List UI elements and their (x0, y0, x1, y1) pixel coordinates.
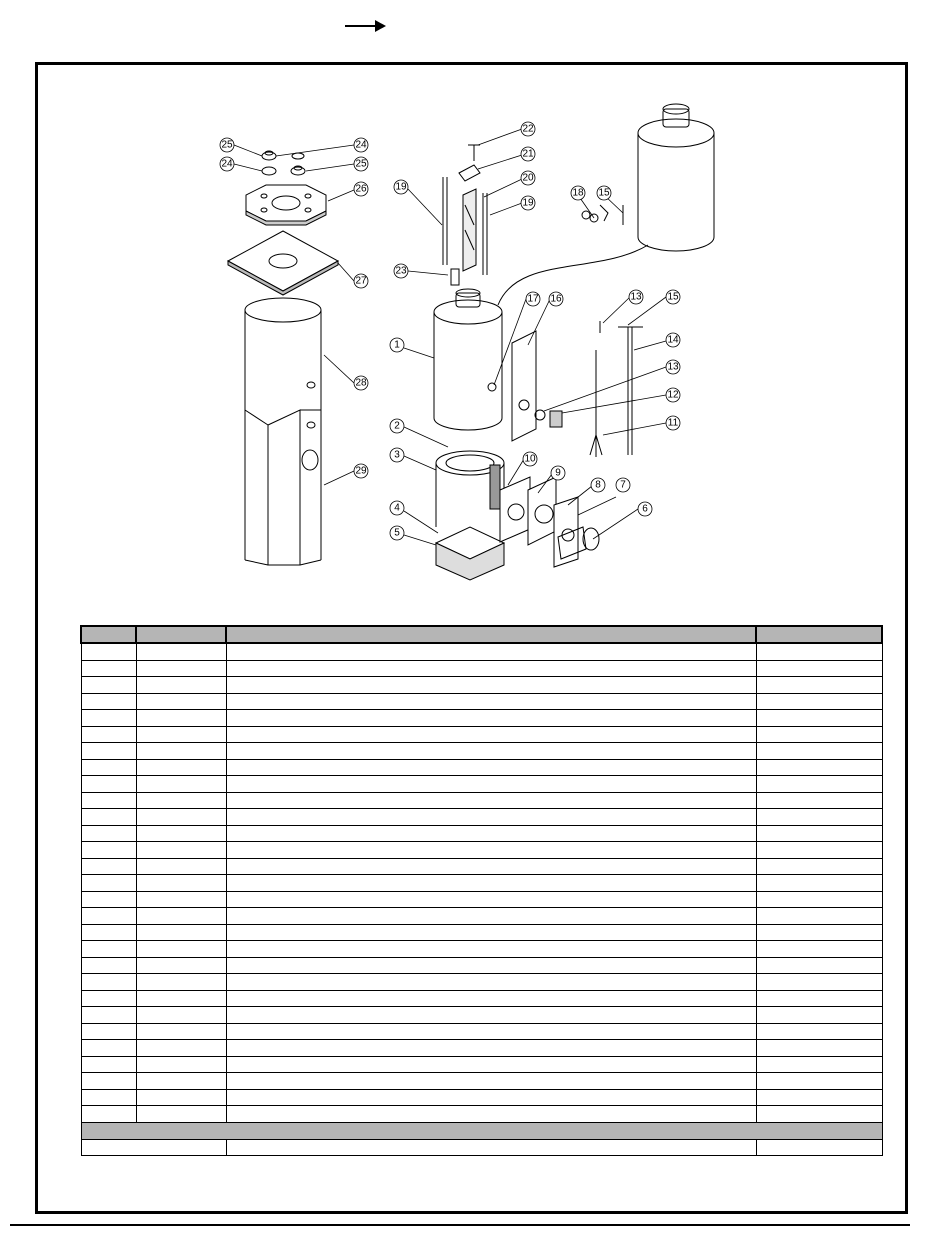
table-cell (226, 842, 756, 859)
table-cell (81, 990, 136, 1007)
drawing-frame (35, 62, 908, 1214)
table-cell (756, 743, 882, 760)
callout-18: 18 (572, 187, 584, 199)
exploded-parts-diagram (38, 65, 905, 615)
table-cell (136, 858, 226, 875)
table-cell (136, 908, 226, 925)
header-cell (226, 626, 756, 643)
table-cell (136, 776, 226, 793)
table-cell (136, 941, 226, 958)
table-row (81, 710, 882, 727)
callout-7: 7 (620, 479, 626, 491)
table-cell (136, 957, 226, 974)
callout-9: 9 (555, 467, 561, 479)
bottom-rule (10, 1224, 910, 1226)
callout-3: 3 (394, 449, 400, 461)
table-cell (81, 710, 136, 727)
table-cell (81, 957, 136, 974)
callout-22: 22 (522, 123, 534, 135)
table-cell (756, 1007, 882, 1024)
footer-cell (81, 1139, 226, 1156)
table-cell (226, 990, 756, 1007)
table-cell (226, 924, 756, 941)
table-cell (226, 693, 756, 710)
table-row (81, 776, 882, 793)
table-cell (136, 1007, 226, 1024)
table-cell (136, 677, 226, 694)
table-row (81, 1073, 882, 1090)
callout-25b: 25 (355, 158, 367, 170)
table-cell (81, 743, 136, 760)
table-cell (136, 726, 226, 743)
table-cell (81, 908, 136, 925)
table-cell (226, 974, 756, 991)
table-row (81, 693, 882, 710)
table-cell (81, 643, 136, 660)
table-cell (136, 792, 226, 809)
callout-8: 8 (595, 479, 601, 491)
table-cell (136, 1089, 226, 1106)
callout-20: 20 (522, 172, 534, 184)
table-cell (81, 809, 136, 826)
table-row (81, 759, 882, 776)
table-cell (756, 957, 882, 974)
table-row (81, 1023, 882, 1040)
table-cell (136, 643, 226, 660)
callout-26: 26 (355, 183, 367, 195)
table-cell (81, 1106, 136, 1123)
table-cell (81, 858, 136, 875)
table-cell (81, 1073, 136, 1090)
table-row (81, 908, 882, 925)
callout-4: 4 (394, 502, 400, 514)
table-cell (226, 941, 756, 958)
table-row (81, 941, 882, 958)
direction-arrow-icon (345, 16, 387, 36)
header-cell (756, 626, 882, 643)
table-row (81, 743, 882, 760)
table-row (81, 842, 882, 859)
header-cell (136, 626, 226, 643)
table-cell (81, 1007, 136, 1024)
table-cell (226, 677, 756, 694)
table-row (81, 660, 882, 677)
table-row (81, 924, 882, 941)
table-cell (136, 1106, 226, 1123)
table-cell (136, 660, 226, 677)
table-cell (226, 1073, 756, 1090)
table-row (81, 809, 882, 826)
table-cell (136, 924, 226, 941)
callout-25a: 25 (221, 139, 233, 151)
callout-23: 23 (395, 265, 407, 277)
callout-1: 1 (394, 339, 400, 351)
footer-cell (226, 1139, 756, 1156)
table-cell (81, 974, 136, 991)
table-row (81, 825, 882, 842)
table-cell (226, 875, 756, 892)
table-row (81, 1007, 882, 1024)
table-cell (226, 726, 756, 743)
table-cell (136, 842, 226, 859)
table-cell (136, 1040, 226, 1057)
table-row (81, 1089, 882, 1106)
table-row (81, 858, 882, 875)
table-cell (226, 1007, 756, 1024)
table-cell (756, 776, 882, 793)
callout-27: 27 (355, 275, 367, 287)
table-cell (756, 908, 882, 925)
table-cell (81, 726, 136, 743)
table-row (81, 792, 882, 809)
table-cell (226, 660, 756, 677)
table-cell (136, 693, 226, 710)
table-cell (756, 941, 882, 958)
table-cell (226, 891, 756, 908)
table-cell (756, 858, 882, 875)
table-row (81, 1106, 882, 1123)
table-row (81, 643, 882, 660)
table-cell (756, 875, 882, 892)
callout-29: 29 (355, 465, 367, 477)
table-cell (756, 842, 882, 859)
table-cell (756, 891, 882, 908)
table-row (81, 957, 882, 974)
table-cell (226, 957, 756, 974)
callout-19a: 19 (522, 197, 534, 209)
table-cell (136, 891, 226, 908)
table-cell (136, 759, 226, 776)
table-cell (136, 1023, 226, 1040)
table-cell (81, 660, 136, 677)
callout-14: 14 (667, 334, 679, 346)
table-cell (226, 710, 756, 727)
table-cell (81, 1023, 136, 1040)
table-cell (226, 759, 756, 776)
table-cell (81, 891, 136, 908)
table-cell (226, 1023, 756, 1040)
table-cell (756, 825, 882, 842)
table-cell (756, 759, 882, 776)
callout-16: 16 (550, 293, 562, 305)
table-cell (756, 792, 882, 809)
callout-24a: 24 (355, 139, 367, 151)
table-cell (226, 643, 756, 660)
callout-21: 21 (522, 148, 534, 160)
table-cell (226, 908, 756, 925)
table-cell (756, 1073, 882, 1090)
table-cell (81, 1056, 136, 1073)
table-cell (226, 1056, 756, 1073)
table-cell (136, 974, 226, 991)
table-cell (226, 858, 756, 875)
table-cell (81, 776, 136, 793)
table-cell (756, 1040, 882, 1057)
table-cell (136, 990, 226, 1007)
table-cell (756, 677, 882, 694)
table-cell (756, 974, 882, 991)
callout-12: 12 (667, 389, 679, 401)
table-cell (136, 743, 226, 760)
table-row (81, 891, 882, 908)
table-row (81, 1056, 882, 1073)
table-cell (81, 941, 136, 958)
table-cell (226, 743, 756, 760)
table-cell (136, 710, 226, 727)
callout-13a: 13 (667, 361, 679, 373)
table-cell (81, 693, 136, 710)
table-cell (81, 842, 136, 859)
table-row (81, 974, 882, 991)
table-row (81, 677, 882, 694)
table-cell (81, 825, 136, 842)
table-cell (81, 875, 136, 892)
callout-15a: 15 (667, 291, 679, 303)
table-cell (756, 693, 882, 710)
callout-11: 11 (667, 417, 679, 429)
table-cell (756, 924, 882, 941)
table-cell (756, 1023, 882, 1040)
callout-2: 2 (394, 420, 400, 432)
table-cell (226, 1089, 756, 1106)
callout-17: 17 (527, 293, 539, 305)
table-cell (226, 1040, 756, 1057)
callout-5: 5 (394, 527, 400, 539)
callout-10: 10 (524, 453, 536, 465)
callout-13b: 13 (630, 291, 642, 303)
callout-28: 28 (355, 377, 367, 389)
table-cell (81, 759, 136, 776)
table-cell (756, 726, 882, 743)
table-cell (81, 792, 136, 809)
table-cell (756, 1106, 882, 1123)
table-cell (136, 875, 226, 892)
table-cell (756, 1056, 882, 1073)
table-cell (226, 1106, 756, 1123)
table-cell (81, 1089, 136, 1106)
table-cell (81, 1040, 136, 1057)
table-cell (226, 809, 756, 826)
table-cell (756, 990, 882, 1007)
table-cell (136, 1056, 226, 1073)
table-cell (756, 710, 882, 727)
table-cell (226, 776, 756, 793)
table-footer-row (81, 1139, 882, 1156)
table-cell (81, 677, 136, 694)
table-row (81, 990, 882, 1007)
table-row (81, 875, 882, 892)
parts-list-table (80, 625, 883, 1156)
table-row (81, 1040, 882, 1057)
table-cell (136, 809, 226, 826)
footer-cell (756, 1139, 882, 1156)
table-separator-row (81, 1122, 882, 1139)
table-cell (136, 825, 226, 842)
table-cell (81, 924, 136, 941)
callout-19b: 19 (395, 181, 407, 193)
callout-24b: 24 (221, 158, 233, 170)
table-header-row (81, 626, 882, 643)
table-cell (226, 792, 756, 809)
table-cell (756, 1089, 882, 1106)
table-cell (756, 809, 882, 826)
table-cell (136, 1073, 226, 1090)
callout-15b: 15 (598, 187, 610, 199)
callout-6: 6 (642, 503, 648, 515)
table-cell (756, 643, 882, 660)
table-row (81, 726, 882, 743)
table-cell (226, 825, 756, 842)
header-cell (81, 626, 136, 643)
table-cell (756, 660, 882, 677)
